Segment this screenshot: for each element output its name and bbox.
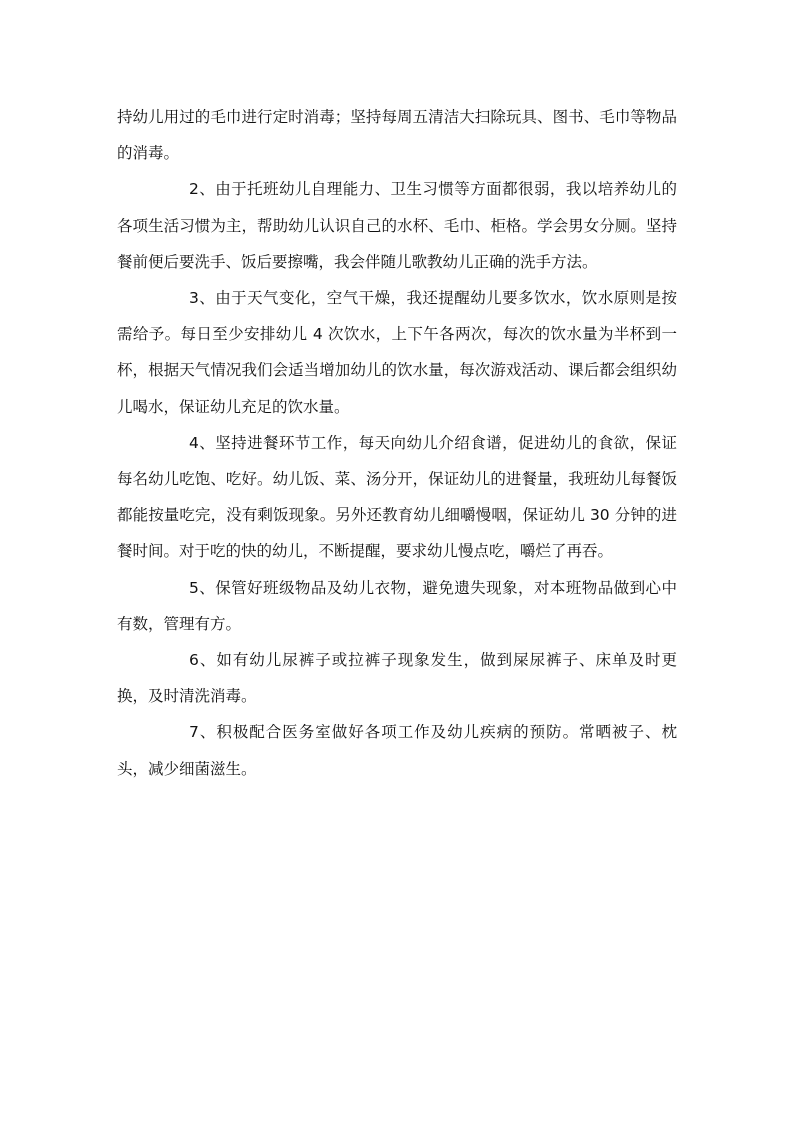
paragraph-continuation: 持幼儿用过的毛巾进行定时消毒；坚持每周五清洁大扫除玩具、图书、毛巾等物品的消毒。	[117, 108, 677, 163]
paragraph-item-3: 3、由于天气变化，空气干燥，我还提醒幼儿要多饮水，饮水原则是按需给予。每日至少安排幼儿 4 次饮水，上下午各两次，每次的饮水量为半杯到一杯，根据天气情况我们会适当增加幼儿的饮水量，每次游戏活动、课后都会组织幼儿喝水，保证幼儿充足的饮水量。	[117, 289, 677, 416]
paragraph-item-2: 2、由于托班幼儿自理能力、卫生习惯等方面都很弱，我以培养幼儿的各项生活习惯为主，帮助幼儿认识自己的水杯、毛巾、柜格。学会男女分厕。坚持餐前便后要洗手、饭后要擦嘴，我会伴随儿歌教幼儿正确的洗手方法。	[117, 180, 677, 271]
paragraph-item-7: 7、积极配合医务室做好各项工作及幼儿疾病的预防。常晒被子、枕头，减少细菌滋生。	[117, 723, 677, 778]
paragraph-item-5: 5、保管好班级物品及幼儿衣物，避免遗失现象，对本班物品做到心中有数，管理有方。	[117, 578, 677, 633]
document-body	[117, 99, 677, 787]
paragraph-item-4: 4、坚持进餐环节工作，每天向幼儿介绍食谱，促进幼儿的食欲，保证每名幼儿吃饱、吃好。幼儿饭、菜、汤分开，保证幼儿的进餐量，我班幼儿每餐饭都能按量吃完，没有剩饭现象。另外还教育幼儿细嚼慢咽，保证幼儿 30 分钟的进餐时间。对于吃的快的幼儿，不断提醒，要求幼儿慢点吃，嚼烂了再吞。	[117, 433, 677, 561]
paragraph-item-6: 6、如有幼儿尿裤子或拉裤子现象发生，做到屎尿裤子、床单及时更换，及时清洗消毒。	[117, 651, 677, 706]
